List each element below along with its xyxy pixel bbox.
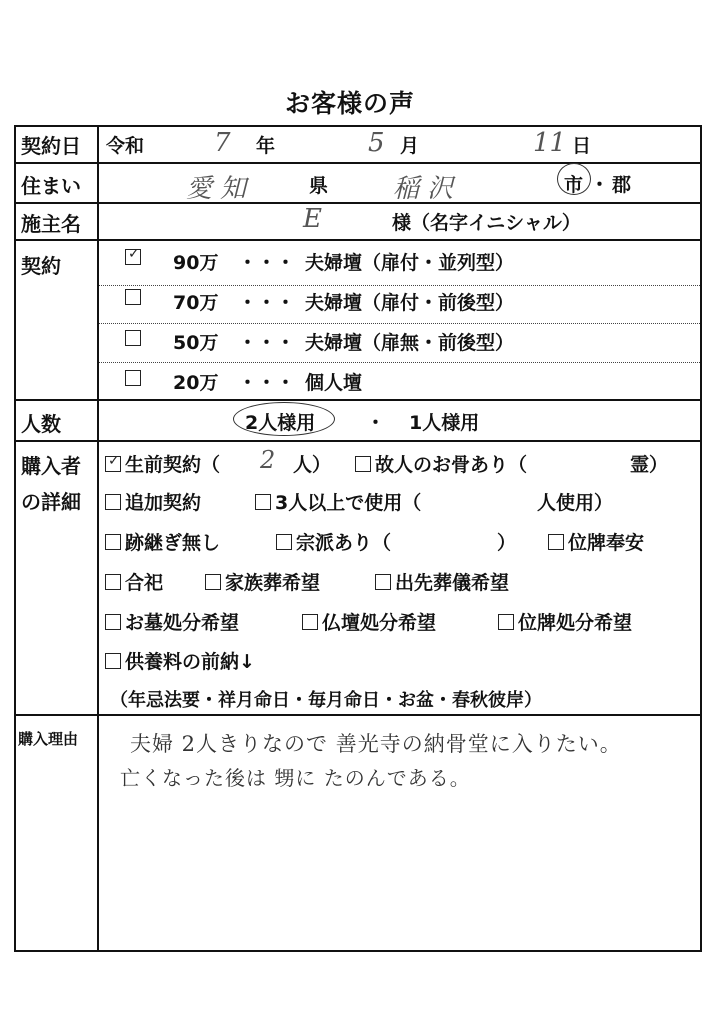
details-label-line1: 購入者 — [21, 454, 81, 478]
checkbox-icon[interactable] — [255, 494, 271, 510]
owner-initial: E — [303, 204, 322, 234]
family-funeral-option — [205, 568, 320, 595]
owner-label: 施主名 — [21, 212, 81, 236]
no-successor-label: 跡継ぎ無し — [125, 532, 221, 554]
contract-date-label: 契約日 — [21, 134, 81, 158]
contract-name-50: 夫婦壇（扉無・前後型） — [305, 332, 515, 354]
sect-end: ） — [497, 532, 517, 554]
reason-label: 購入理由 — [18, 730, 79, 748]
contract-option-90 — [125, 246, 145, 268]
reason-line-2: 亡くなった後は 甥に たのんである。 — [120, 766, 471, 790]
prelife-contract-end: 人） — [293, 454, 332, 476]
checkbox-icon[interactable] — [105, 614, 121, 630]
people-separator: ・ — [366, 412, 386, 434]
no-successor-option — [105, 528, 220, 555]
year-unit: 年 — [256, 135, 276, 157]
month-value: 5 — [368, 128, 385, 158]
contract-dots-20: ・・・ — [238, 372, 296, 394]
contract-price-20: 20万 — [173, 372, 219, 394]
goushi-option — [105, 568, 163, 595]
three-plus-option — [255, 488, 421, 515]
reason-line-1: 夫婦 2人きりなので 善光寺の納骨堂に入りたい。 — [130, 732, 622, 756]
memorial-note: （年忌法要・祥月命日・毎月命日・お盆・春秋彼岸） — [110, 690, 542, 711]
page-title: お客様の声 — [285, 89, 416, 118]
grave-disposal-option — [105, 608, 239, 635]
additional-contract-label: 追加契約 — [125, 492, 202, 514]
offering-option — [105, 647, 255, 674]
grave-disposal-label: お墓処分希望 — [125, 612, 240, 634]
prefecture-value: 愛知 — [186, 174, 255, 204]
ihai-option — [548, 528, 644, 555]
month-unit: 月 — [400, 135, 420, 157]
people-option-two: 2人様用 — [245, 412, 316, 434]
checkbox-icon[interactable] — [105, 653, 121, 669]
owner-suffix: 様（名字イニシャル） — [392, 212, 581, 234]
ihai-disposal-option — [498, 608, 632, 635]
contract-option-20 — [125, 370, 145, 389]
checkbox-icon[interactable] — [302, 614, 318, 630]
contract-price-70: 70万 — [173, 292, 219, 314]
goushi-label: 合祀 — [125, 572, 164, 594]
checkbox-icon[interactable] — [548, 534, 564, 550]
checkbox-icon[interactable] — [205, 574, 221, 590]
prefecture-unit: 県 — [309, 175, 329, 197]
contract-dots-90: ・・・ — [238, 252, 296, 274]
contract-name-70: 夫婦壇（扉付・前後型） — [305, 292, 515, 314]
residence-label: 住まい — [21, 174, 81, 198]
day-unit: 日 — [572, 135, 592, 157]
details-label-line2: の詳細 — [21, 490, 81, 514]
ihai-label: 位牌奉安 — [568, 532, 645, 554]
checkbox-icon[interactable] — [125, 289, 141, 305]
checkbox-icon[interactable] — [498, 614, 514, 630]
altar-disposal-label: 仏壇処分希望 — [322, 612, 437, 634]
contract-option-70 — [125, 289, 145, 308]
sect-label: 宗派あり（ — [296, 532, 392, 554]
contract-price-50: 50万 — [173, 332, 219, 354]
people-label: 人数 — [21, 412, 61, 436]
year-value: 7 — [214, 128, 231, 158]
contract-dots-50: ・・・ — [238, 332, 296, 354]
family-funeral-label: 家族葬希望 — [225, 572, 321, 594]
remote-funeral-label: 出先葬儀希望 — [395, 572, 510, 594]
day-value: 11 — [533, 128, 567, 158]
checkbox-icon[interactable] — [355, 456, 371, 472]
checkbox-icon[interactable] — [105, 494, 121, 510]
people-option-one: 1人様用 — [409, 412, 480, 434]
prelife-count-value: 2 — [260, 446, 276, 474]
contract-option-50 — [125, 330, 145, 349]
deceased-label: 故人のお骨あり（ — [375, 454, 528, 476]
remote-funeral-option — [375, 568, 509, 595]
deceased-option — [355, 450, 527, 477]
checkbox-icon[interactable] — [375, 574, 391, 590]
three-plus-label: 3人以上で使用（ — [275, 492, 422, 514]
offering-label: 供養料の前納↓ — [125, 651, 255, 673]
details-row-1 — [105, 450, 220, 477]
contract-name-90: 夫婦壇（扉付・並列型） — [305, 252, 515, 274]
contract-dots-70: ・・・ — [238, 292, 296, 314]
sect-option — [276, 528, 391, 555]
city-option: 市 — [564, 174, 584, 196]
ihai-disposal-label: 位牌処分希望 — [518, 612, 633, 634]
checkbox-icon[interactable] — [105, 534, 121, 550]
altar-disposal-option — [302, 608, 436, 635]
contract-price-90: 90万 — [173, 252, 219, 274]
checkbox-icon[interactable] — [105, 574, 121, 590]
deceased-end: 霊） — [630, 454, 669, 476]
checkbox-checked-icon[interactable]: ✓ — [125, 249, 141, 265]
three-plus-end: 人使用） — [537, 492, 614, 514]
checkbox-icon[interactable] — [125, 330, 141, 346]
era-label: 令和 — [106, 135, 145, 157]
prelife-contract-label: 生前契約（ — [125, 454, 221, 476]
checkbox-icon[interactable] — [125, 370, 141, 386]
checkbox-checked-icon[interactable]: ✓ — [105, 456, 121, 472]
contract-name-20: 個人壇 — [305, 372, 363, 394]
gun-option: 郡 — [612, 174, 632, 196]
checkbox-icon[interactable] — [276, 534, 292, 550]
additional-contract-option — [105, 488, 201, 515]
residence-separator: ・ — [590, 174, 610, 196]
city-value: 稲沢 — [393, 174, 462, 204]
contract-label: 契約 — [21, 254, 61, 278]
